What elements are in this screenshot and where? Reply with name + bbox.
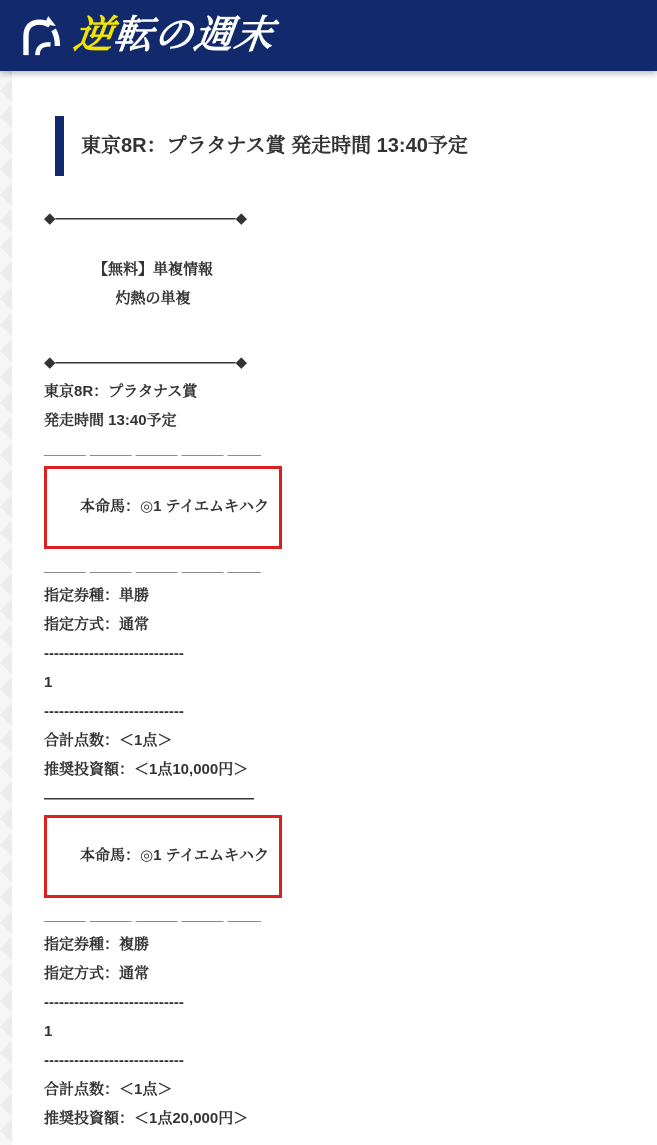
logo-rest-chars: 転の週末 (111, 14, 277, 57)
honmei-text: 本命馬：◎1 テイエムキハク (80, 847, 269, 864)
recommended-investment: 推奨投資額：＜1点10,000円＞ (44, 761, 249, 778)
underscore-separator: _____ _____ _____ _____ ____ (44, 907, 261, 924)
free-info-title: 【無料】単複情報 (92, 261, 213, 278)
horse-number: 1 (44, 1023, 53, 1040)
dash-separator: ---------------------------- (44, 994, 184, 1011)
underscore-separator: _____ _____ _____ _____ ____ (44, 441, 261, 458)
content-card (12, 71, 657, 1145)
page-title: 東京8R：プラタナス賞 発走時間 13:40予定 (55, 116, 637, 176)
site-logo[interactable] (0, 13, 277, 59)
bet-method: 指定方式：通常 (44, 965, 150, 982)
race-name: 東京8R：プラタナス賞 (44, 383, 198, 400)
diamond-separator: ◆————————————◆ (44, 354, 248, 371)
total-points: 合計点数：＜1点＞ (44, 1081, 173, 1098)
logo-accent-char: 逆 (71, 14, 117, 57)
honmei-box (44, 466, 282, 549)
ticket-type: 指定券種：複勝 (44, 936, 150, 953)
horse-number: 1 (44, 674, 53, 691)
free-info-block (44, 255, 262, 313)
dash-separator: ---------------------------- (44, 645, 184, 662)
free-info-subtitle: 灼熱の単複 (115, 290, 191, 307)
dash-separator: ---------------------------- (44, 1052, 184, 1069)
logo-text (72, 16, 277, 55)
article-body (44, 204, 637, 1133)
total-points: 合計点数：＜1点＞ (44, 732, 173, 749)
dash-separator: ---------------------------- (44, 703, 184, 720)
horse-icon (16, 13, 62, 59)
bet-method: 指定方式：通常 (44, 616, 150, 633)
ticket-type: 指定券種：単勝 (44, 587, 150, 604)
site-header (0, 0, 657, 71)
heavy-line-separator: ―――――――――――――― (44, 790, 254, 807)
diamond-separator: ◆————————————◆ (44, 210, 248, 227)
recommended-investment: 推奨投資額：＜1点20,000円＞ (44, 1110, 249, 1127)
race-time: 発走時間 13:40予定 (44, 412, 177, 429)
underscore-separator: _____ _____ _____ _____ ____ (44, 558, 261, 575)
honmei-text: 本命馬：◎1 テイエムキハク (80, 498, 269, 515)
honmei-box (44, 815, 282, 898)
